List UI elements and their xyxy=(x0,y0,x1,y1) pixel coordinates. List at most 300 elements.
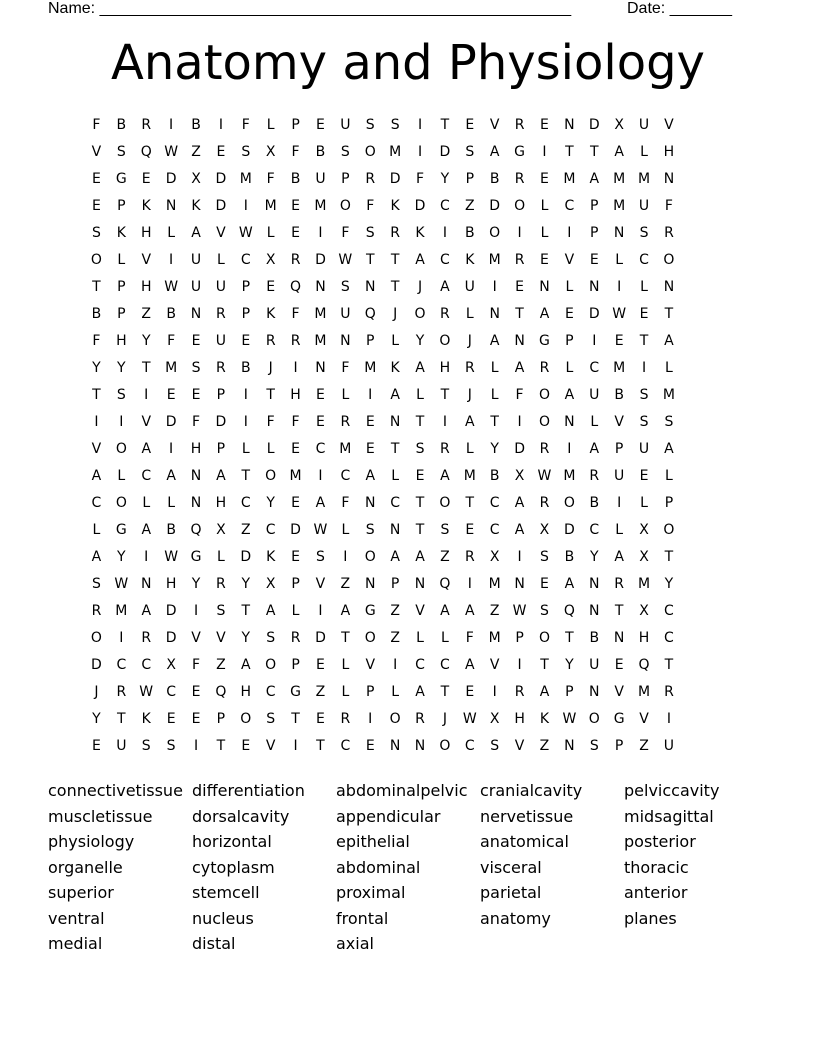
grid-letter: M xyxy=(613,197,626,214)
grid-letter: B xyxy=(489,467,500,484)
grid-letter: S xyxy=(141,737,151,754)
grid-letter: S xyxy=(465,143,475,160)
grid-letter: A xyxy=(166,467,176,484)
word-list-item: stemcell xyxy=(192,883,260,902)
grid-letter: O xyxy=(339,197,351,214)
word-list-item: anatomical xyxy=(480,832,569,851)
grid-letter: C xyxy=(390,494,401,511)
grid-letter: J xyxy=(268,359,273,376)
grid-letter: L xyxy=(565,278,574,295)
grid-letter: L xyxy=(266,440,275,457)
grid-letter: S xyxy=(116,386,126,403)
grid-letter: A xyxy=(664,440,674,457)
grid-letter: A xyxy=(141,521,152,538)
grid-letter: I xyxy=(169,251,174,268)
grid-letter: V xyxy=(489,116,500,133)
grid-letter: T xyxy=(589,143,599,160)
grid-letter: M xyxy=(637,683,651,700)
grid-letter: Y xyxy=(92,359,101,376)
grid-letter: P xyxy=(117,305,126,322)
grid-letter: E xyxy=(639,467,649,484)
grid-letter: L xyxy=(490,386,499,403)
grid-letter: K xyxy=(116,224,126,241)
grid-letter: T xyxy=(465,494,475,511)
grid-letter: C xyxy=(639,251,649,268)
grid-letter: A xyxy=(614,548,624,565)
grid-letter: L xyxy=(640,494,648,511)
grid-letter: Z xyxy=(390,629,400,646)
word-list-item: dorsalcavity xyxy=(192,806,290,826)
grid-letter: I xyxy=(467,575,472,592)
grid-letter: Z xyxy=(191,143,201,160)
grid-letter: F xyxy=(341,359,350,376)
grid-letter: A xyxy=(141,440,152,457)
grid-letter: O xyxy=(489,224,501,241)
grid-letter: L xyxy=(241,440,250,457)
word-list-item: nervetissue xyxy=(480,806,574,826)
grid-letter: T xyxy=(266,386,275,403)
grid-letter: W xyxy=(114,575,129,592)
grid-letter: A xyxy=(390,386,400,403)
grid-letter: D xyxy=(91,656,102,673)
grid-letter: K xyxy=(141,197,151,214)
grid-row xyxy=(84,219,732,246)
grid-letter: L xyxy=(416,386,424,403)
grid-letter: I xyxy=(318,467,323,484)
grid-letter: G xyxy=(364,602,376,619)
grid-letter: I xyxy=(293,737,298,754)
grid-letter: E xyxy=(316,386,325,403)
grid-letter: U xyxy=(663,737,675,754)
grid-letter: C xyxy=(340,737,351,754)
grid-letter: G xyxy=(539,332,550,349)
grid-letter: R xyxy=(539,440,550,457)
grid-letter: I xyxy=(243,413,248,430)
grid-letter: F xyxy=(266,170,275,187)
grid-letter: H xyxy=(165,575,177,592)
grid-letter: X xyxy=(489,710,500,727)
grid-letter: W xyxy=(462,710,477,727)
grid-letter: D xyxy=(514,440,525,457)
word-list-item: medial xyxy=(48,934,103,953)
grid-letter: I xyxy=(193,737,199,754)
grid-letter: T xyxy=(490,413,499,430)
grid-letter: Q xyxy=(290,278,302,295)
grid-letter: Z xyxy=(390,602,400,619)
date-field-label: Date: _______ xyxy=(627,0,732,17)
grid-row xyxy=(84,597,732,624)
grid-letter: V xyxy=(216,224,226,241)
grid-letter: T xyxy=(291,710,300,727)
word-list xyxy=(48,778,768,957)
grid-letter: O xyxy=(538,629,550,646)
grid-letter: U xyxy=(638,440,650,457)
grid-letter: T xyxy=(365,251,375,268)
grid-letter: U xyxy=(116,737,127,754)
grid-letter: N xyxy=(564,737,575,754)
grid-letter: E xyxy=(316,116,325,133)
grid-letter: A xyxy=(514,494,525,511)
grid-letter: N xyxy=(190,305,202,322)
grid-letter: I xyxy=(417,143,423,160)
grid-letter: D xyxy=(563,521,575,538)
grid-letter: I xyxy=(567,224,572,241)
grid-letter: K xyxy=(266,305,276,322)
grid-letter: A xyxy=(91,548,102,565)
grid-letter: Q xyxy=(140,143,152,160)
grid-letter: F xyxy=(366,197,375,214)
grid-letter: Z xyxy=(465,197,475,214)
grid-letter: M xyxy=(264,197,277,214)
grid-letter: N xyxy=(315,359,326,376)
grid-letter: M xyxy=(563,467,576,484)
grid-letter: M xyxy=(637,170,651,187)
grid-letter: I xyxy=(293,359,298,376)
grid-letter: B xyxy=(589,494,600,511)
grid-letter: E xyxy=(589,251,599,268)
grid-letter: V xyxy=(639,710,649,727)
grid-letter: G xyxy=(290,683,301,700)
grid-letter: L xyxy=(540,197,549,214)
grid-letter: V xyxy=(564,251,575,268)
grid-letter: Q xyxy=(638,656,650,673)
grid-letter: L xyxy=(490,359,499,376)
word-list-item: connectivetissue xyxy=(48,781,183,800)
grid-letter: Q xyxy=(190,521,202,538)
grid-letter: X xyxy=(216,521,226,538)
word-list-item: cytoplasm xyxy=(192,857,275,877)
grid-letter: H xyxy=(140,278,152,295)
grid-letter: T xyxy=(92,278,101,295)
grid-letter: R xyxy=(440,305,450,322)
grid-letter: S xyxy=(440,521,450,538)
grid-letter: B xyxy=(191,116,201,133)
grid-letter: I xyxy=(592,332,597,349)
grid-letter: M xyxy=(662,386,675,403)
grid-letter: Y xyxy=(241,575,251,592)
grid-letter: A xyxy=(539,683,550,700)
grid-letter: C xyxy=(664,629,674,646)
grid-letter: A xyxy=(390,548,400,565)
grid-letter: M xyxy=(314,197,327,214)
grid-letter: G xyxy=(115,521,127,538)
grid-letter: S xyxy=(241,143,251,160)
grid-letter: X xyxy=(166,656,176,673)
grid-letter: P xyxy=(341,170,350,187)
grid-letter: I xyxy=(542,143,547,160)
grid-letter: I xyxy=(243,386,248,403)
grid-letter: C xyxy=(340,467,351,484)
grid-letter: P xyxy=(241,278,251,295)
grid-letter: C xyxy=(489,521,500,538)
grid-letter: P xyxy=(664,494,674,511)
grid-letter: E xyxy=(191,332,201,349)
grid-letter: N xyxy=(589,575,600,592)
grid-letter: A xyxy=(589,170,600,187)
grid-letter: R xyxy=(614,575,625,592)
grid-letter: N xyxy=(365,575,376,592)
grid-letter: L xyxy=(665,359,673,376)
grid-letter: M xyxy=(488,629,501,646)
grid-letter: A xyxy=(315,494,326,511)
grid-letter: S xyxy=(316,548,325,565)
grid-letter: E xyxy=(540,251,549,268)
grid-row xyxy=(84,165,732,192)
grid-letter: E xyxy=(415,467,425,484)
grid-letter: Z xyxy=(440,548,450,565)
grid-letter: M xyxy=(463,467,476,484)
grid-letter: J xyxy=(467,386,472,403)
word-list-item: axial xyxy=(336,934,374,953)
grid-letter: I xyxy=(517,656,522,673)
grid-letter: E xyxy=(515,278,525,295)
grid-letter: P xyxy=(565,683,574,700)
grid-letter: S xyxy=(589,737,599,754)
word-list-item: abdominalpelvic xyxy=(336,781,468,800)
grid-letter: N xyxy=(414,737,426,754)
grid-letter: M xyxy=(239,170,252,187)
grid-letter: T xyxy=(440,683,450,700)
grid-letter: F xyxy=(415,170,425,187)
grid-letter: D xyxy=(489,197,501,214)
grid-letter: N xyxy=(389,413,401,430)
grid-letter: E xyxy=(365,737,375,754)
grid-letter: N xyxy=(613,224,625,241)
grid-letter: X xyxy=(539,521,550,538)
grid-letter: W xyxy=(164,143,179,160)
grid-letter: T xyxy=(390,251,400,268)
grid-letter: L xyxy=(465,305,474,322)
grid-letter: V xyxy=(614,683,624,700)
grid-letter: N xyxy=(564,413,575,430)
word-list-item: differentiation xyxy=(192,781,305,800)
grid-row xyxy=(84,489,732,516)
grid-letter: E xyxy=(639,305,649,322)
grid-letter: I xyxy=(119,629,124,646)
grid-letter: L xyxy=(341,683,350,700)
grid-letter: F xyxy=(664,197,673,214)
grid-letter: P xyxy=(366,332,375,349)
grid-letter: X xyxy=(614,116,624,133)
grid-letter: C xyxy=(589,521,600,538)
grid-letter: C xyxy=(91,494,102,511)
grid-letter: U xyxy=(589,656,600,673)
grid-letter: S xyxy=(92,224,101,241)
grid-letter: N xyxy=(589,602,600,619)
grid-letter: L xyxy=(565,359,574,376)
grid-letter: A xyxy=(365,467,376,484)
grid-letter: M xyxy=(115,602,128,619)
grid-letter: A xyxy=(415,683,425,700)
grid-letter: V xyxy=(265,737,276,754)
grid-letter: N xyxy=(514,575,525,592)
grid-letter: K xyxy=(191,197,201,214)
grid-letter: U xyxy=(215,332,227,349)
grid-letter: E xyxy=(291,548,300,565)
grid-letter: L xyxy=(341,521,350,538)
grid-letter: V xyxy=(141,251,152,268)
grid-letter: G xyxy=(115,170,127,187)
grid-letter: O xyxy=(439,737,451,754)
grid-letter: G xyxy=(613,710,625,727)
grid-letter: D xyxy=(588,305,600,322)
grid-letter: U xyxy=(464,278,475,295)
grid-letter: N xyxy=(539,278,550,295)
grid-letter: O xyxy=(663,521,675,538)
grid-letter: E xyxy=(540,170,549,187)
grid-letter: S xyxy=(191,359,201,376)
grid-letter: E xyxy=(92,737,101,754)
grid-letter: N xyxy=(190,494,202,511)
grid-letter: F xyxy=(191,656,201,673)
grid-letter: F xyxy=(191,413,201,430)
grid-letter: E xyxy=(316,656,325,673)
grid-letter: E xyxy=(540,116,549,133)
name-field-label: Name: _____________________________________________________ xyxy=(48,0,572,17)
grid-letter: S xyxy=(415,440,425,457)
grid-letter: R xyxy=(664,224,674,241)
word-list-item: pelviccavity xyxy=(624,781,720,800)
grid-letter: I xyxy=(417,116,423,133)
grid-letter: I xyxy=(193,602,199,619)
grid-letter: R xyxy=(464,548,475,565)
grid-letter: T xyxy=(565,629,574,646)
grid-row xyxy=(84,381,732,408)
grid-letter: L xyxy=(615,251,624,268)
grid-letter: D xyxy=(215,413,227,430)
grid-letter: K xyxy=(465,251,475,268)
grid-letter: I xyxy=(641,359,647,376)
grid-letter: R xyxy=(116,683,127,700)
grid-letter: B xyxy=(614,386,624,403)
grid-letter: R xyxy=(440,440,450,457)
grid-letter: N xyxy=(489,305,500,322)
grid-row xyxy=(84,192,732,219)
grid-letter: T xyxy=(664,656,674,673)
grid-row xyxy=(84,705,732,732)
word-list-item: anterior xyxy=(624,883,688,902)
grid-letter: L xyxy=(167,494,176,511)
grid-letter: F xyxy=(291,143,300,160)
grid-letter: E xyxy=(241,332,251,349)
grid-letter: L xyxy=(391,332,400,349)
grid-letter: B xyxy=(589,629,600,646)
grid-letter: I xyxy=(666,710,671,727)
grid-letter: L xyxy=(615,521,624,538)
grid-letter: I xyxy=(517,548,522,565)
grid-letter: N xyxy=(389,737,401,754)
grid-row xyxy=(84,408,732,435)
grid-letter: V xyxy=(141,413,152,430)
grid-letter: R xyxy=(91,602,102,619)
grid-letter: E xyxy=(365,440,375,457)
grid-letter: Z xyxy=(340,575,351,592)
grid-letter: A xyxy=(440,278,450,295)
grid-letter: S xyxy=(490,737,500,754)
grid-letter: O xyxy=(90,629,102,646)
grid-letter: S xyxy=(365,521,375,538)
word-list-item: muscletissue xyxy=(48,806,153,826)
grid-letter: W xyxy=(537,467,552,484)
grid-letter: H xyxy=(439,359,451,376)
grid-letter: E xyxy=(564,305,574,322)
grid-letter: A xyxy=(489,332,500,349)
word-list-item: frontal xyxy=(336,908,389,928)
grid-letter: I xyxy=(94,413,99,430)
grid-letter: A xyxy=(514,359,525,376)
grid-letter: L xyxy=(341,386,350,403)
grid-letter: R xyxy=(216,359,226,376)
grid-letter: M xyxy=(613,359,626,376)
grid-letter: D xyxy=(240,548,252,565)
grid-letter: X xyxy=(639,521,649,538)
grid-letter: T xyxy=(540,656,549,673)
word-list-item: physiology xyxy=(48,832,135,851)
grid-letter: E xyxy=(291,494,300,511)
grid-letter: E xyxy=(291,440,300,457)
grid-letter: M xyxy=(339,440,352,457)
grid-letter: I xyxy=(343,548,348,565)
word-list-item: posterior xyxy=(624,832,696,851)
grid-letter: S xyxy=(639,413,649,430)
grid-letter: L xyxy=(441,629,449,646)
grid-letter: R xyxy=(589,467,600,484)
grid-letter: W xyxy=(338,251,353,268)
grid-letter: A xyxy=(340,602,351,619)
grid-letter: C xyxy=(440,656,450,673)
grid-letter: V xyxy=(365,656,376,673)
grid-letter: O xyxy=(663,251,675,268)
grid-letter: A xyxy=(241,656,251,673)
grid-letter: B xyxy=(91,305,102,322)
grid-letter: C xyxy=(440,197,450,214)
grid-letter: L xyxy=(540,224,549,241)
grid-letter: X xyxy=(639,548,649,565)
grid-letter: U xyxy=(638,116,650,133)
grid-letter: Y xyxy=(92,710,101,727)
grid-letter: I xyxy=(492,278,497,295)
grid-letter: P xyxy=(216,386,226,403)
grid-letter: A xyxy=(539,305,550,322)
grid-letter: D xyxy=(439,143,451,160)
grid-letter: A xyxy=(141,602,152,619)
grid-letter: L xyxy=(465,440,474,457)
grid-row xyxy=(84,354,732,381)
grid-letter: P xyxy=(216,710,226,727)
word-list-item: proximal xyxy=(336,883,406,902)
grid-letter: M xyxy=(165,359,178,376)
grid-letter: X xyxy=(265,251,276,268)
grid-letter: O xyxy=(563,494,575,511)
grid-letter: P xyxy=(117,278,126,295)
grid-letter: O xyxy=(115,494,127,511)
grid-letter: A xyxy=(489,143,500,160)
grid-row xyxy=(84,462,732,489)
grid-letter: F xyxy=(465,629,474,646)
grid-letter: R xyxy=(390,224,400,241)
grid-letter: F xyxy=(241,116,250,133)
grid-letter: L xyxy=(665,467,673,484)
grid-letter: D xyxy=(389,170,401,187)
grid-letter: C xyxy=(166,683,176,700)
grid-letter: Y xyxy=(565,656,574,673)
grid-letter: Z xyxy=(240,521,251,538)
grid-letter: E xyxy=(191,386,201,403)
grid-row xyxy=(84,570,732,597)
grid-letter: B xyxy=(166,305,176,322)
grid-letter: Z xyxy=(639,737,649,754)
grid-letter: R xyxy=(340,710,351,727)
